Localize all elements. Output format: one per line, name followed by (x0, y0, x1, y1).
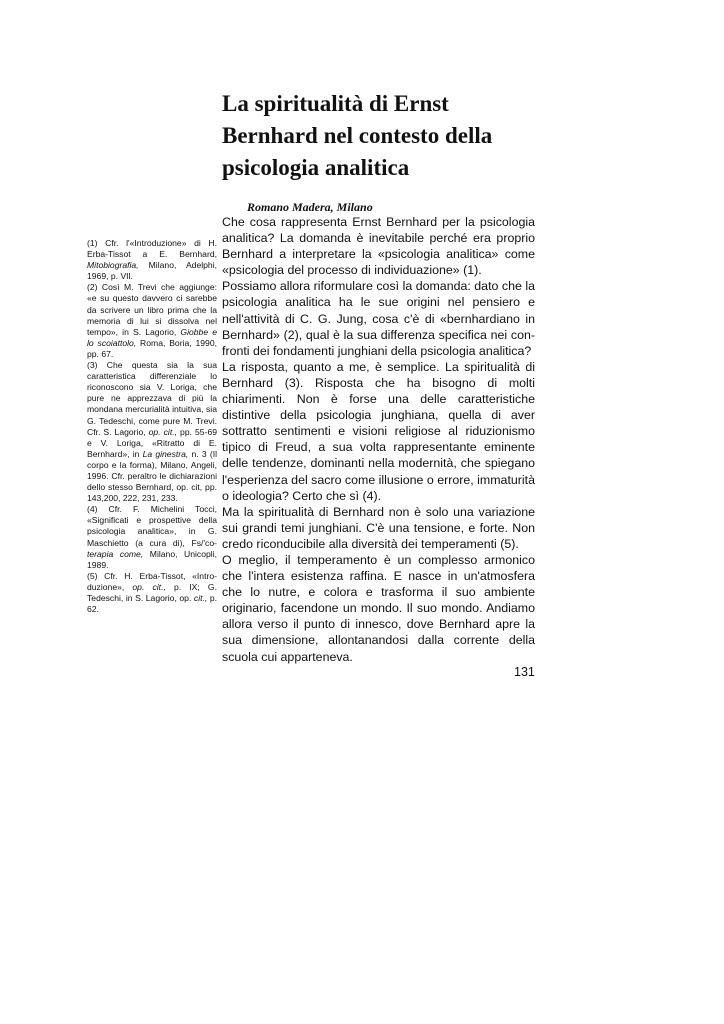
body-paragraph: Possiamo allora riformulare così la domanda: dato che la psicologia analitica ha le sue origini nel pensiero e nell'attività di C. G. Jung, cosa c'è di «bernhardiano in Bernhard» (2), qual è la sua differenza specifica nei confronti dei fondamenti junghiani della psicologia analitica? (222, 279, 535, 358)
footnote: (3) Che questa sia la sua caratteristica differenziale lo riconoscono sia V. Loriga, che pure ne apprezzava di più la mondana mercurialità intuitiva, sia G. Tedeschi, come pure M. Trevi. Cfr. S. Lagorio, op. cit., pp. 55-69 e V. Loriga, «Ritratto di E. Bernhard», in La ginestra, n. 3 (Il corpo e la forma), Milano, Angeli, 1996. Cfr. peraltro le dichiarazioni dello stesso Bernhard, op. cit, pp. 143,200, 222, 231, 233. (87, 360, 218, 504)
body-paragraph: Ma la spiritualità di Bernhard non è solo una variazione sui grandi temi junghiani. C'è una tensione, e forte. Non credo riconducibile alla diversità dei temperamenti (5). (222, 504, 535, 551)
body-paragraph: La risposta, quanto a me, è semplice. La spiritualità di Bernhard (3). Risposta che ha bisogno di molti chiarimenti. Non è forse una delle caratteristiche distintive della psicologia junghiana, quella di aver sottratto sentimenti e visioni religiose al riduzionismo tipico di Freud, a sua volta rappresentante eminente delle tendenze, dominanti nella modernità, che spiegano l'esperienza del sacro come illusione o errore, immaturità o ideologia? Certo che sì (4). (222, 359, 535, 503)
footnote: (2) Così M. Trevi che aggiunge: «e su questo davvero ci sarebbe da scrivere un libro prima che la memoria di lui si dissolva nel tempo», in S. Lagorio, Giobbe e lo scoiattolo, Roma, Boria, 1990, pp. 67. (87, 282, 217, 359)
article-body (222, 214, 535, 665)
body-paragraph: Che cosa rappresenta Ernst Bernhard per la psicologia analitica? La domanda è inevitabile perché era proprio Bernhard a interpretare la «psicologia analitica» come «psicologia del processo di individuazione» (1). (222, 215, 535, 278)
footnote: (4) Cfr. F. Michelini Tocci, «Significati e prospettive della psicologia analitica», in G. Maschietto (a cura di), Fs/'co-terapia come, Milano, Unicopli, 1989. (87, 504, 217, 570)
footnote: (5) Cfr. H. Erba-Tissot, «Introduzione», op. cit., p. IX; G. Tedeschi, in S. Lagorio, op. cit., p. 62. (87, 570, 217, 615)
page-number: 131 (514, 665, 535, 679)
title-line: La spiritualità di Ernst (222, 91, 449, 116)
body-paragraph: O meglio, il temperamento è un complesso armonico che l'intera esistenza raffina. E nasce in un'atmosfera che lo nutre, e colora e trasforma il suo ambiente originario, facendone un mondo. Il suo mondo. Andiamo allora verso il punto di innesco, dove Bernhard apre la sua dimensione, allontanandosi dalla corrente della scuola cui apparteneva. (222, 552, 535, 664)
title-line: Bernhard nel contesto della (222, 123, 493, 148)
title-line: psicologia analitica (222, 155, 410, 180)
footnotes-column (87, 238, 217, 615)
author-byline: Romano Madera, Milano (247, 200, 373, 214)
footnote: (1) Cfr. l'«Introduzione» di H. Erba-Tissot a E. Bernhard, Mitobiografia, Milano, Adelphi, 1969, p. VIl. (87, 238, 217, 282)
article-title (222, 88, 542, 184)
